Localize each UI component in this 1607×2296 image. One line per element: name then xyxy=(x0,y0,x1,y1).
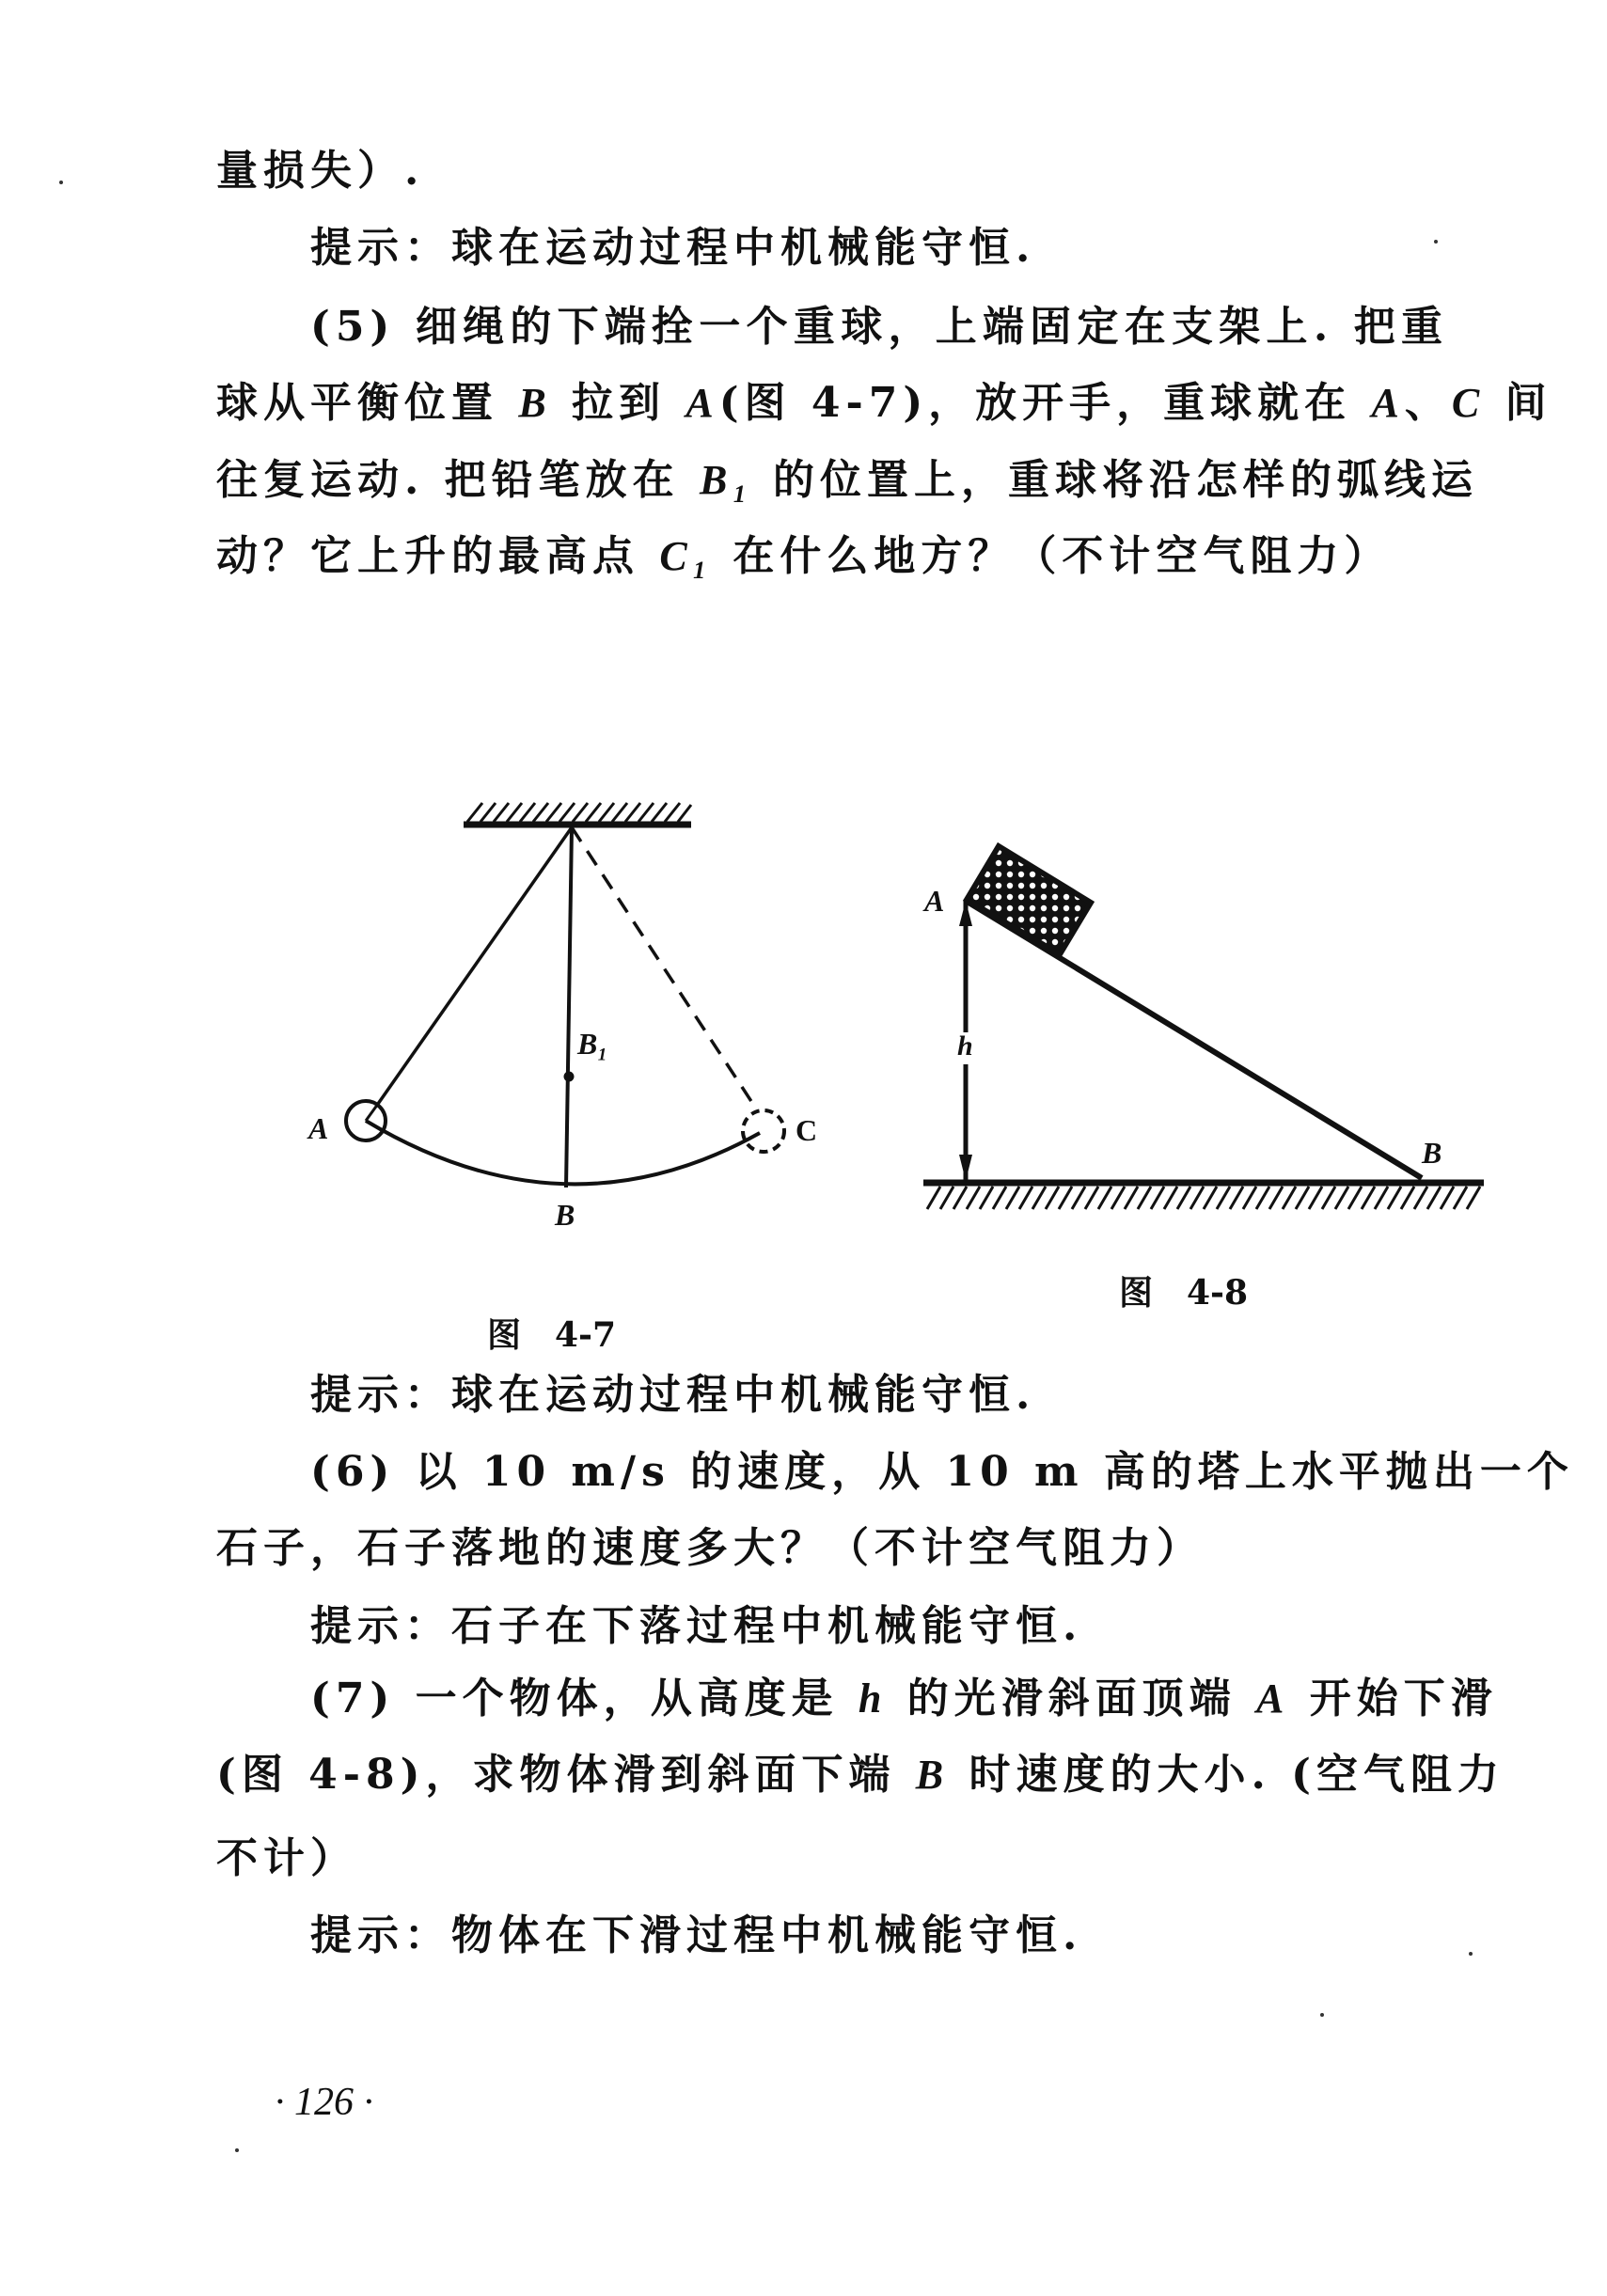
fig47-label-b1: B₁ xyxy=(577,1027,608,1061)
text-span: 球从平衡位置 xyxy=(216,379,498,427)
problem-6-line-1: (6) 以 10 m/s 的速度，从 10 m 高的塔上水平抛出一个 xyxy=(310,1448,1574,1496)
page-number: · 126 · xyxy=(275,2081,373,2124)
fig47-label-a: A xyxy=(308,1111,329,1145)
label-b: B xyxy=(518,380,552,426)
fig47-label-c: C xyxy=(796,1113,818,1147)
label-a: A xyxy=(1256,1675,1290,1722)
label-a: A xyxy=(685,380,719,426)
fig47-label-b: B xyxy=(555,1198,575,1232)
problem-7-line-2 xyxy=(216,1749,1505,1801)
fig48-label-a: A xyxy=(924,884,945,918)
label-a: A xyxy=(1371,380,1405,426)
problem-5-line-1: (5) 细绳的下端拴一个重球，上端固定在支架上. 把重 xyxy=(310,303,1448,351)
text-span: (7) 一个物体，从高度是 xyxy=(310,1675,839,1722)
scan-speck xyxy=(59,181,63,184)
arrow-down xyxy=(959,1155,972,1181)
text-span: 拉到 xyxy=(572,379,667,427)
arc-path xyxy=(366,1121,760,1184)
problem-6-line-2: 石子，石子落地的速度多大？（不计空气阻力） xyxy=(216,1524,1204,1572)
scan-speck xyxy=(1434,240,1438,244)
ground-hatch xyxy=(927,1187,1480,1209)
text-span: 动？它上升的最高点 xyxy=(216,532,639,580)
text-span: (图 4-8)，求物体滑到斜面下端 xyxy=(216,1751,896,1799)
text-line: 量损失）. xyxy=(216,147,425,195)
figure-4-8-incline xyxy=(923,846,1484,1209)
label-c: C xyxy=(1451,380,1486,426)
sliding-block xyxy=(967,846,1091,954)
text-span: 、 xyxy=(1404,379,1452,427)
label-b: B xyxy=(915,1752,950,1798)
hint-text: 提示：球在运动过程中机械能守恒. xyxy=(310,224,1036,272)
hint-text: 提示：石子在下落过程中机械能守恒. xyxy=(310,1602,1083,1650)
scan-speck xyxy=(1469,1952,1473,1956)
label-h: h xyxy=(858,1675,888,1722)
figure-4-7-pendulum xyxy=(346,803,784,1187)
string-c-dashed xyxy=(572,827,758,1111)
text-span: 的位置上，重球将沿怎样的弧线运 xyxy=(772,456,1478,504)
fig48-label-h: h xyxy=(957,1030,973,1062)
text-span: 时速度的大小. (空气阻力 xyxy=(969,1751,1505,1799)
hint-text: 提示：物体在下滑过程中机械能守恒. xyxy=(310,1911,1083,1959)
text-span: 在什么地方？（不计空气阻力） xyxy=(733,532,1392,580)
string-b xyxy=(566,827,572,1187)
scan-speck xyxy=(1320,2013,1324,2017)
text-span: 间 xyxy=(1505,379,1552,427)
problem-7-line-3: 不计） xyxy=(216,1834,357,1882)
figure-4-8-caption: 图 4-8 xyxy=(1119,1273,1249,1313)
hint-text: 提示：球在运动过程中机械能守恒. xyxy=(310,1371,1036,1419)
problem-7-line-1 xyxy=(310,1673,1498,1725)
ceiling-hatch xyxy=(467,803,691,822)
text-span: 开始下滑 xyxy=(1309,1675,1498,1722)
point-b1 xyxy=(564,1072,574,1081)
label-b1: B₁ xyxy=(699,457,753,503)
text-span: 往复运动. 把铅笔放在 xyxy=(216,456,680,504)
scan-speck xyxy=(235,2148,239,2152)
text-span: 的光滑斜面顶端 xyxy=(906,1675,1237,1722)
ball-c-dashed xyxy=(743,1110,784,1152)
text-span: (图 4-7)，放开手，重球就在 xyxy=(718,379,1352,427)
string-a xyxy=(378,827,572,1104)
figure-4-7-caption: 图 4-7 xyxy=(487,1315,617,1355)
fig48-label-b: B xyxy=(1422,1136,1442,1170)
label-c1: C₁ xyxy=(659,533,714,579)
